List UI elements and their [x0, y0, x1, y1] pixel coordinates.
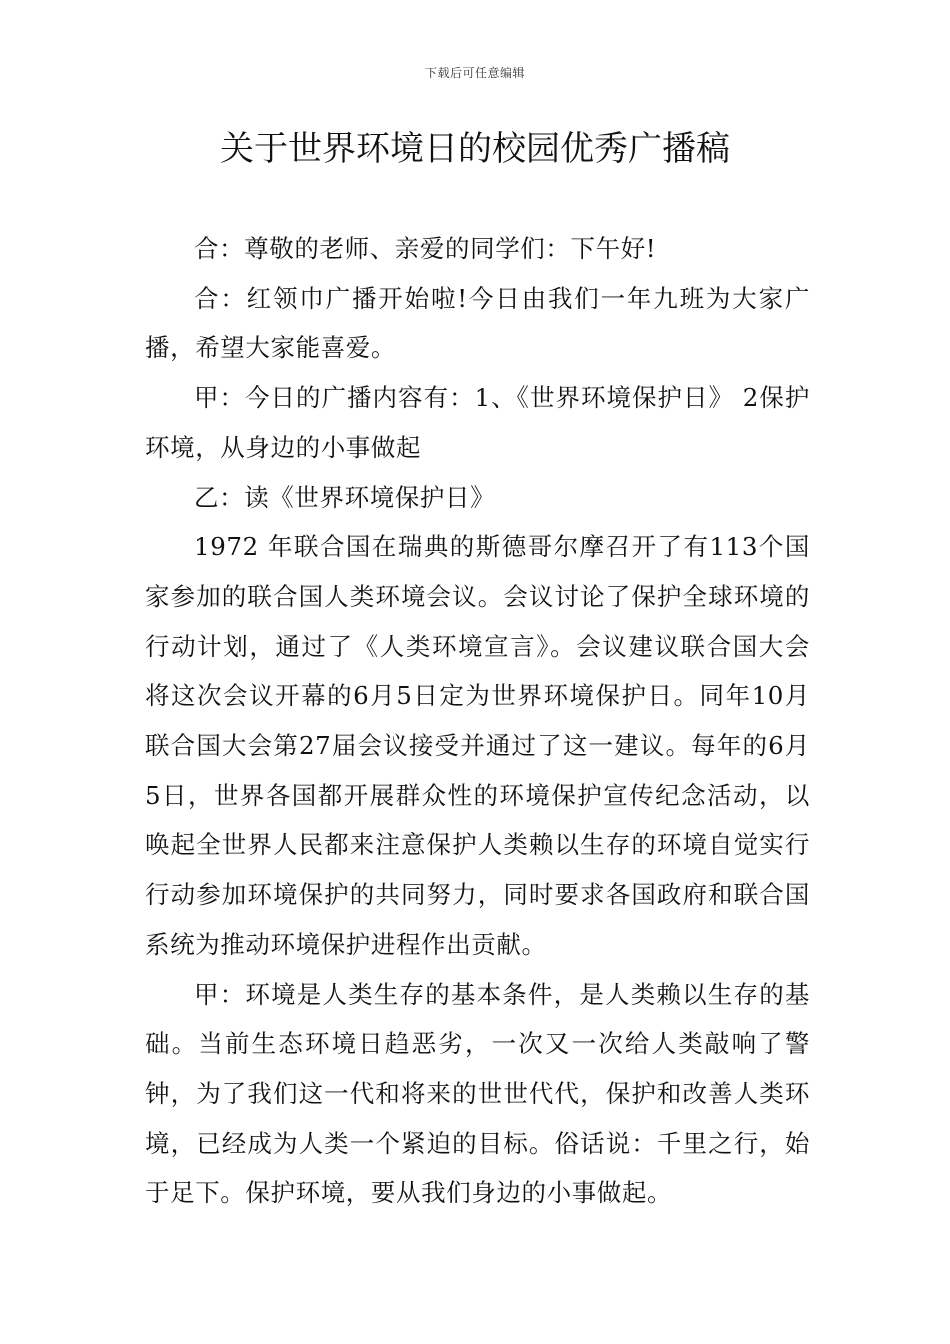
document-title: 关于世界环境日的校园优秀广播稿 — [220, 129, 730, 169]
paragraph: 甲：环境是人类生存的基本条件，是人类赖以生存的基础。当前生态环境日趋恶劣，一次又一次给人类敲响了警钟，为了我们这一代和将来的世世代代，保护和改善人类环境，已经成为人类一个紧迫的目标。俗话说：千里之行，始于足下。保护环境，要从我们身边的小事做起。 — [145, 979, 810, 1208]
paragraph: 合：尊敬的老师、亲爱的同学们：下午好! — [194, 234, 657, 263]
document-body — [145, 224, 810, 1218]
paragraph: 甲：今日的广播内容有：1、《世界环境保护日》 2保护环境，从身边的小事做起 — [145, 383, 810, 462]
paragraph: 乙：读《世界环境保护日》 — [194, 482, 496, 512]
paragraph: 合：红领巾广播开始啦!今日由我们一年九班为大家广播，希望大家能喜爱。 — [145, 283, 810, 363]
header-note: 下载后可任意编辑 — [424, 66, 525, 80]
paragraph: 1972 年联合国在瑞典的斯德哥尔摩召开了有113个国家参加的联合国人类环境会议。会议讨论了保护全球环境的行动计划，通过了《人类环境宣言》。会议建议联合国大会将这次会议开幕的6月5日定为世界环境保护日。同年10月联合国大会第27届会议接受并通过了这一建议。每年的6月5日，世界各国都开展群众性的环境保护宣传纪念活动，以唤起全世界人民都来注意保护人类赖以生存的环境自觉实行行动参加环境保护的共同努力，同时要求各国政府和联合国系统为推动环境保护进程作出贡献。 — [145, 532, 810, 959]
